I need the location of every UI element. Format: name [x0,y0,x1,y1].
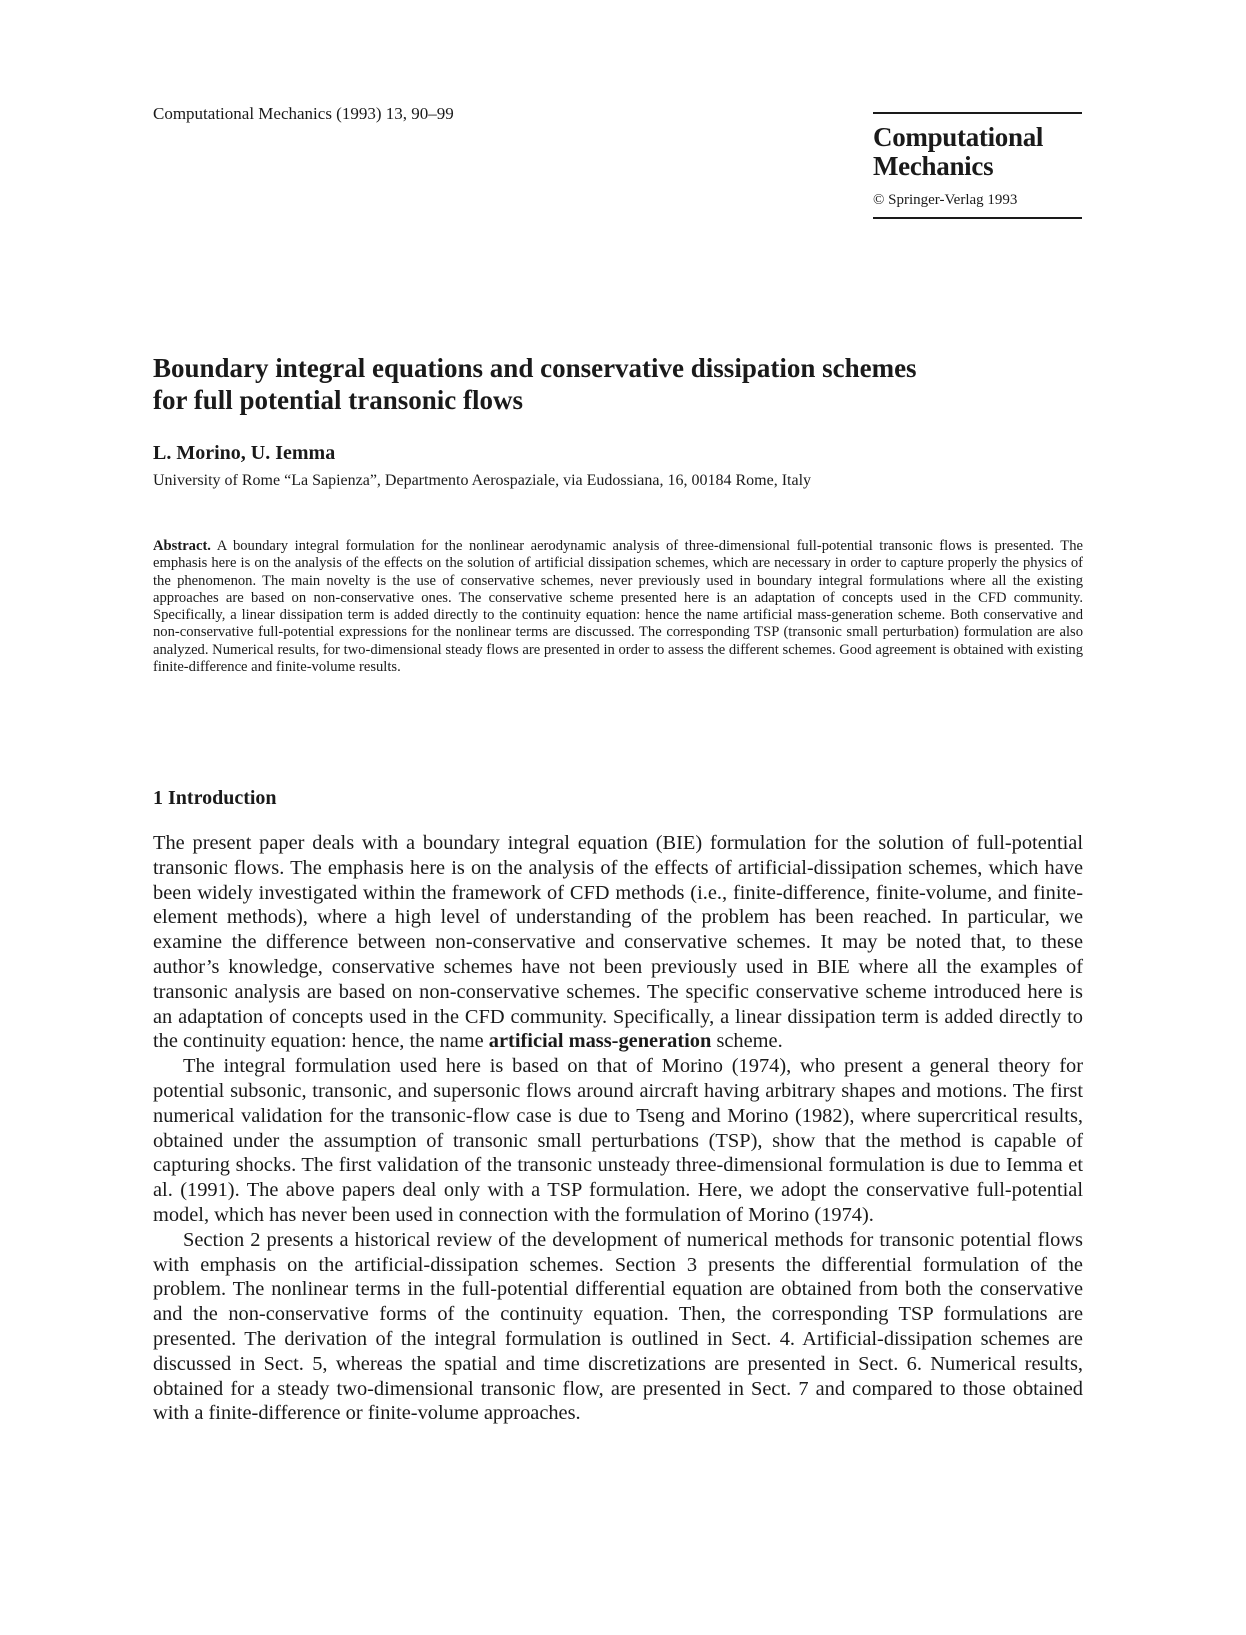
journal-name-line1: Computational [873,122,1044,152]
introduction-body [153,831,1083,1426]
abstract-label: Abstract. [153,538,211,554]
journal-name-line2: Mechanics [873,151,994,181]
article-title-line2: for full potential transonic flows [153,385,523,415]
bottom-rule [873,217,1082,219]
abstract-text: A boundary integral formulation for the nonlinear aerodynamic analysis of three-dimensional full-potential transonic flows is presented. The emphasis here is on the analysis of the effects on the solution of artificial dissipation schemes, which are necessary in order to capture properly the physics of the phenomenon. The main novelty is the use of conservative schemes, never previously used in boundary integral formulations where all the existing approaches are based on non-conservative ones. The conservative scheme presented here is an adaptation of concepts used in the CFD community. Specifically, a linear dissipation term is added directly to the continuity equation: hence the name artificial mass-generation scheme. Both conservative and non-conservative full-potential expressions for the nonlinear terms are discussed. The corresponding TSP (transonic small perturbation) formulation are also analyzed. Numerical results, for two-dimensional steady flows are presented in order to assess the different schemes. Good agreement is obtained with existing finite-difference and finite-volume results. [153,538,1083,676]
intro-p1-end: scheme. [716,1030,783,1053]
intro-paragraph-2: The integral formulation used here is based on that of Morino (1974), who present a general theory for potential subsonic, transonic, and supersonic flows around aircraft having arbitrary shapes and motions. The first numerical validation for the transonic-flow case is due to Tseng and Morino (1982), where supercritical results, obtained under the assumption of transonic small perturbations (TSP), show that the method is capable of capturing shocks. The first validation of the transonic unsteady three-dimensional formulation is due to Iemma et al. (1991). The above papers deal only with a TSP formulation. Here, we adopt the conservative full-potential model, which has never been used in connection with the formulation of Morino (1974). [153,1055,1083,1226]
article-title-line1: Boundary integral equations and conservative dissipation schemes [153,353,917,383]
journal-masthead [873,112,1082,219]
journal-name [873,123,1082,181]
top-rule [873,112,1082,114]
intro-p1-emphasis: artificial mass-generation [488,1030,712,1053]
affiliation: University of Rome “La Sapienza”, Departmento Aerospaziale, via Eudossiana, 16, 00184 Rome, Italy [153,472,812,489]
authors: L. Morino, U. Iemma [153,442,336,464]
article-title [153,352,1073,416]
journal-citation: Computational Mechanics (1993) 13, 90–99 [153,104,454,123]
copyright-notice: © Springer-Verlag 1993 [873,192,1018,208]
section-heading: 1 Introduction [153,787,277,809]
intro-paragraph-1 [153,831,1083,1054]
abstract [153,538,1083,676]
intro-p1-text: The present paper deals with a boundary integral equation (BIE) formulation for the solution of full-potential transonic flows. The emphasis here is on the analysis of the effects of artificial-dissipation schemes, which have been widely investigated within the framework of CFD methods (i.e., finite-difference, finite-volume, and finite-element methods), where a high level of understanding of the problem has been reached. In particular, we examine the difference between non-conservative and conservative schemes. It may be noted that, to these author’s knowledge, conservative schemes have not been previously used in BIE where all the examples of transonic analysis are based on non-conservative schemes. The specific conservative scheme introduced here is an adaptation of concepts used in the CFD community. Specifically, a linear dissipation term is added directly to the continuity equation: hence, the name [153,832,1083,1053]
intro-paragraph-3: Section 2 presents a historical review of the development of numerical methods for transonic potential flows with emphasis on the artificial-dissipation schemes. Section 3 presents the differential formulation of the problem. The nonlinear terms in the full-potential differential equation are obtained from both the conservative and the non-conservative forms of the continuity equation. Then, the corresponding TSP formulations are presented. The derivation of the integral formulation is outlined in Sect. 4. Artificial-dissipation schemes are discussed in Sect. 5, whereas the spatial and time discretizations are presented in Sect. 6. Numerical results, obtained for a steady two-dimensional transonic flow, are presented in Sect. 7 and compared to those obtained with a finite-difference or finite-volume approaches. [153,1228,1083,1425]
